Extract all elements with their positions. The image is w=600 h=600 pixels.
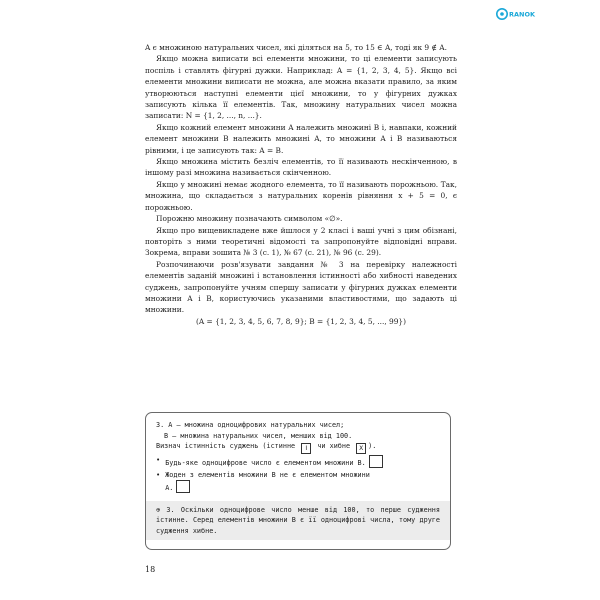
false-mark-box: X <box>356 443 366 454</box>
bullet-icon: • <box>156 456 161 465</box>
answer-checkbox[interactable] <box>176 480 190 493</box>
exercise-box <box>145 412 451 550</box>
instruction-text: Визнач істинність суджень (істинне <box>156 442 296 451</box>
formula: (A = {1, 2, 3, 4, 5, 6, 7, 8, 9}; B = {1, 2, 3, 4, 5, ..., 99}) <box>195 316 407 326</box>
exercise-line: 3. A — множина одноцифрових натуральних чисел; <box>156 421 345 429</box>
page-number: 18 <box>145 565 156 574</box>
bullet-icon: • <box>156 470 161 479</box>
statement-text: Жоден з елементів множини B не є елементом множини <box>165 470 370 479</box>
statement-text: A. <box>165 484 174 493</box>
paragraph: Якщо кожний елемент множини A належить множині B і, навпаки, кожний елемент множини B належить множині A, то множини A і B називаються рівними, і це записують так: A = B. <box>145 122 457 155</box>
logo-text: RANOK <box>509 10 536 19</box>
exercise-line: B — множина натуральних чисел, менших від 100. <box>164 431 353 440</box>
instruction-text: ). <box>368 442 377 451</box>
true-mark-box: I <box>301 443 311 454</box>
paragraph: Якщо у множині немає жодного елемента, то її називають порожньою. Так, множина, що складається з натуральних коренів рівняння x + 5 = 0, є порожньою. <box>145 179 457 212</box>
instruction-text: чи хибне <box>317 442 351 451</box>
statement-item <box>156 455 440 469</box>
statement-item <box>156 470 440 494</box>
paragraph: Розпочинаючи розв'язувати завдання № 3 на перевірку належності елементів заданій множині і встановлення істинності або хибності наведених суджень, запропонуйте учням спершу записати у фігурних дужках елементи множини A і B, користуючись указаними властивостями, що задають ці множини. <box>145 259 457 315</box>
body-text <box>145 42 457 327</box>
answer-block: ⊕ 3. Оскільки одноцифрове число менше від 100, то перше судження істинне. Серед елементів множини B є її одноцифрові числа, тому друге судження хибне. <box>146 501 450 540</box>
exercise-instruction <box>156 441 440 454</box>
answer-checkbox[interactable] <box>369 455 383 468</box>
paragraph: Якщо можна виписати всі елементи множини, то ці елементи записують поспіль і ставлять фігурні дужки. Наприклад: A = {1, 2, 3, 4, 5}. Якщо всі елементи множини виписати не можна, але можна вказати правило, за яким утворюються наступні елементи цієї множини, то у фігурних дужках записують кілька її елементів. Так, множину натуральних чисел можна записати: N = {1, 2, ..., n, ...}. <box>145 54 457 121</box>
paragraph: Порожню множину позначають символом «∅». <box>156 214 343 224</box>
paragraph: Якщо про вищевикладене вже йшлося у 2 класі і ваші учні з цим обізнані, повторіть з ними теоретичні відомості та запропонуйте відповідні вправи. Зокрема, вправи зошита № 3 (с. 1), № 67 (с. 21), № 96 (с. 29). <box>145 225 457 258</box>
paragraph: A є множиною натуральних чисел, які діляться на 5, то 15 ∈ A, тоді як 9 ∉ A. <box>145 43 447 52</box>
publisher-logo <box>496 6 536 22</box>
paragraph: Якщо множина містить безліч елементів, то її називають нескінченною, в іншому разі множина називається скінченною. <box>145 157 457 178</box>
statement-text: Будь-яке одноцифрове число є елементом множини B. <box>165 459 366 468</box>
